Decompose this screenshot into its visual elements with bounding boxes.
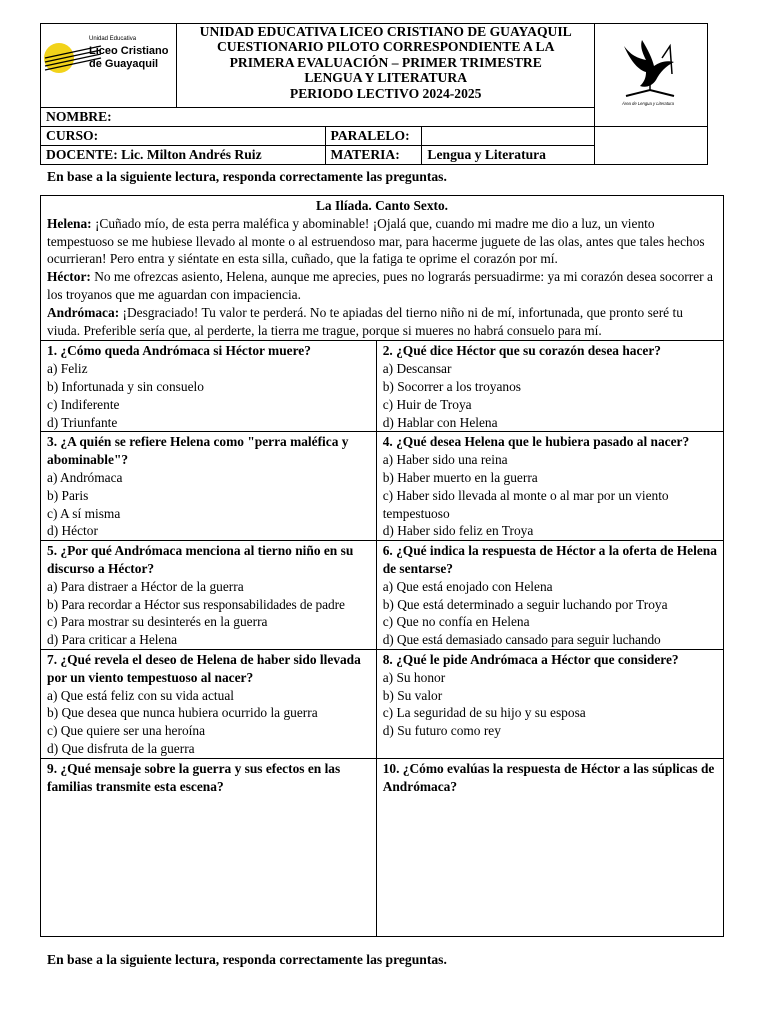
nombre-field[interactable]: NOMBRE: — [41, 108, 595, 127]
question-text: 2. ¿Qué dice Héctor que su corazón desea hacer? — [382, 343, 661, 359]
question-text: 4. ¿Qué desea Helena que le hubiera pasado al nacer? — [382, 434, 690, 450]
dove-book-icon — [616, 38, 686, 108]
school-logo-icon — [41, 24, 176, 102]
question-1 — [41, 341, 377, 432]
answer-option[interactable]: a) Feliz — [47, 361, 88, 377]
header-table — [40, 23, 708, 165]
answer-option[interactable]: c) Haber sido llevada al monte o al mar por un viento tempestuoso — [382, 487, 669, 521]
header-title — [177, 24, 595, 108]
header-blank-cell — [595, 127, 708, 165]
answer-option[interactable]: d) Haber sido feliz en Troya — [382, 523, 534, 539]
instructions-bottom: En base a la siguiente lectura, responda correctamente las preguntas. — [47, 952, 447, 967]
question-8 — [376, 649, 723, 758]
reading-title: La Ilíada. Canto Sexto. — [315, 198, 449, 213]
title-line-3: PRIMERA EVALUACIÓN – PRIMER TRIMESTRE — [229, 54, 542, 70]
answer-option[interactable]: d) Hablar con Helena — [382, 414, 498, 430]
answer-option[interactable]: c) Indiferente — [47, 396, 120, 412]
answer-option[interactable]: b) Paris — [47, 487, 89, 503]
questionnaire-table — [40, 195, 724, 937]
answer-option[interactable]: b) Para recordar a Héctor sus responsabilidades de padre — [47, 596, 345, 612]
question-5 — [41, 541, 377, 650]
question-2 — [376, 341, 723, 432]
reading-paragraph-andromaca: Andrómaca: ¡Desgraciado! Tu valor te perderá. No te apiadas del tierno niño ni de mí, infortunada, que pronto seré tu viuda. Preferible sería que, al perderte, la tierra me trague, porque si mueres no habrá consuelo para mí. — [47, 304, 683, 338]
reading-paragraph-hector: Héctor: No me ofrezcas asiento, Helena, aunque me aprecies, pues no lograrás persuadirme: ya mi corazón desea socorrer a los troyanos que me aguardan con impaciencia. — [47, 269, 713, 302]
question-10[interactable] — [376, 758, 723, 936]
answer-option[interactable]: b) Socorrer a los troyanos — [382, 378, 522, 394]
question-3 — [41, 432, 377, 541]
question-text: 9. ¿Qué mensaje sobre la guerra y sus efectos en las familias transmite esta escena? — [47, 760, 341, 794]
answer-option[interactable]: c) A sí misma — [47, 505, 121, 521]
school-logo — [41, 24, 177, 108]
answer-option[interactable]: d) Que disfruta de la guerra — [47, 740, 195, 756]
title-line-4: LENGUA Y LITERATURA — [304, 70, 468, 86]
answer-option[interactable]: b) Haber muerto en la guerra — [382, 469, 538, 485]
question-6 — [376, 541, 723, 650]
answer-option[interactable]: a) Su honor — [382, 669, 446, 685]
title-line-5: PERIODO LECTIVO 2024-2025 — [289, 85, 482, 101]
answer-option[interactable]: d) Triunfante — [47, 414, 118, 430]
title-line-1: UNIDAD EDUCATIVA LICEO CRISTIANO DE GUAYAQUIL — [199, 24, 572, 39]
question-text: 7. ¿Qué revela el deseo de Helena de haber sido llevada por un viento tempestuoso al nacer? — [47, 651, 361, 685]
answer-option[interactable]: c) Que quiere ser una heroína — [47, 723, 206, 739]
answer-option[interactable]: d) Que está demasiado cansado para seguir luchando — [382, 632, 661, 648]
answer-option[interactable]: b) Que está determinado a seguir luchando por Troya — [382, 596, 668, 612]
answer-option[interactable]: d) Héctor — [47, 523, 98, 539]
question-text: 10. ¿Cómo evalúas la respuesta de Héctor a las súplicas de Andrómaca? — [382, 760, 715, 794]
question-text: 8. ¿Qué le pide Andrómaca a Héctor que considere? — [382, 651, 679, 667]
answer-option[interactable]: b) Que desea que nunca hubiera ocurrido la guerra — [47, 705, 318, 721]
answer-option[interactable]: b) Su valor — [382, 687, 443, 703]
answer-option[interactable]: d) Para criticar a Helena — [47, 632, 178, 648]
answer-option[interactable]: a) Para distraer a Héctor de la guerra — [47, 578, 244, 594]
svg-text:Área de Lengua y Literatura: Área de Lengua y Literatura — [622, 100, 675, 106]
paralelo-label: PARALELO: — [325, 127, 422, 146]
svg-text:Unidad Educativa: Unidad Educativa — [89, 36, 137, 42]
question-text: 3. ¿A quién se refiere Helena como "perra maléfica y abominable"? — [47, 434, 349, 468]
answer-option[interactable]: b) Infortunada y sin consuelo — [47, 378, 204, 394]
answer-option[interactable]: a) Que está enojado con Helena — [382, 578, 553, 594]
answer-option[interactable]: c) Para mostrar su desinterés en la guerra — [47, 614, 268, 630]
paralelo-field[interactable] — [422, 127, 595, 146]
reading-passage — [41, 196, 724, 341]
docente-label: DOCENTE: Lic. Milton Andrés Ruiz — [41, 146, 326, 165]
question-text: 5. ¿Por qué Andrómaca menciona al tierno niño en su discurso a Héctor? — [47, 543, 354, 576]
materia-label: MATERIA: — [325, 146, 422, 165]
title-line-2: CUESTIONARIO PILOTO CORRESPONDIENTE A LA — [216, 39, 555, 55]
curso-field[interactable]: CURSO: — [41, 127, 326, 146]
svg-text:Liceo Cristiano: Liceo Cristiano — [89, 45, 169, 57]
question-9[interactable] — [41, 758, 377, 936]
materia-value: Lengua y Literatura — [422, 146, 595, 165]
answer-option[interactable]: a) Que está feliz con su vida actual — [47, 687, 235, 703]
answer-option[interactable]: a) Andrómaca — [47, 469, 123, 485]
question-4 — [376, 432, 723, 541]
answer-option[interactable]: c) La seguridad de su hijo y su esposa — [382, 705, 586, 721]
area-logo — [595, 24, 708, 127]
question-text: 6. ¿Qué indica la respuesta de Héctor a la oferta de Helena de sentarse? — [382, 543, 717, 576]
answer-option[interactable]: a) Haber sido una reina — [382, 452, 508, 468]
reading-paragraph-helena: Helena: ¡Cuñado mío, de esta perra maléfica y abominable! ¡Ojalá que, cuando mi madre me dio a luz, un viento tempestuoso se me hubiese llevado al monte o al estruendoso mar, para hacerme juguete de las olas, antes que tales hechos ocurrieran! Pero entra y siéntate en esta silla, cuñado, que la fatiga te oprime el corazón por mí. — [47, 215, 705, 267]
answer-option[interactable]: a) Descansar — [382, 361, 452, 377]
question-7 — [41, 649, 377, 758]
svg-text:de Guayaquil: de Guayaquil — [89, 58, 159, 70]
answer-option[interactable]: c) Que no confía en Helena — [382, 614, 530, 630]
question-text: 1. ¿Cómo queda Andrómaca si Héctor muere? — [47, 343, 311, 359]
answer-option[interactable]: c) Huir de Troya — [382, 396, 472, 412]
answer-option[interactable]: d) Su futuro como rey — [382, 723, 501, 739]
instructions-top: En base a la siguiente lectura, responda correctamente las preguntas. — [47, 169, 447, 184]
